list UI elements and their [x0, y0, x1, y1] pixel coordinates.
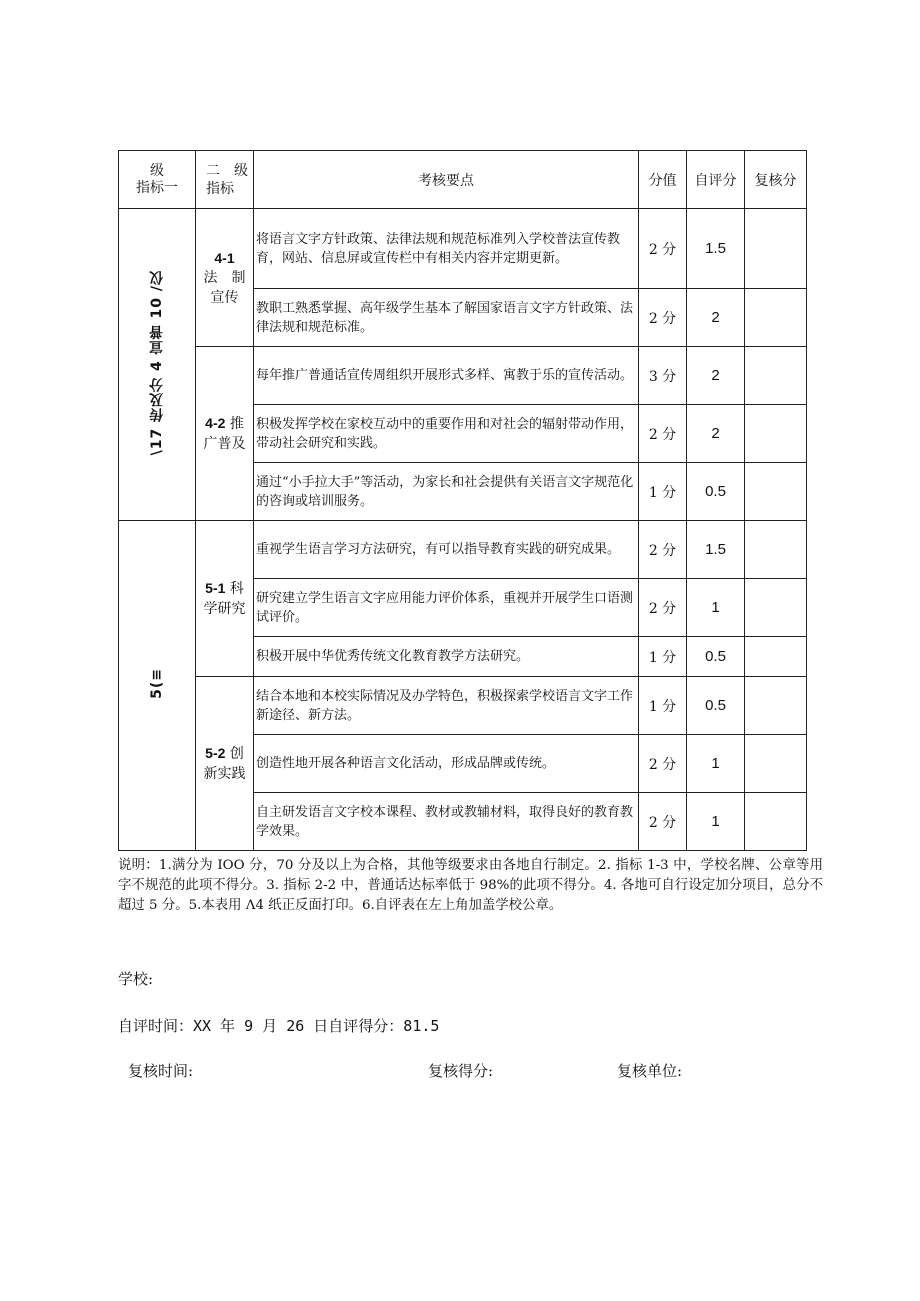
score-cell: 3 分 — [639, 347, 687, 405]
review-time-label: 复核时间: — [128, 1062, 194, 1080]
score-cell: 2 分 — [639, 521, 687, 579]
header-level2-top: 二 级 — [206, 162, 248, 179]
table-header-row — [119, 151, 807, 209]
self-eval-line: 自评时间：XX 年 9 月 26 日自评得分：81.5 — [118, 1017, 440, 1035]
self-score-cell: 1.5 — [687, 521, 745, 579]
review-score-cell — [745, 289, 807, 347]
review-score-label: 复核得分: — [428, 1062, 494, 1080]
level2-cell — [196, 521, 254, 677]
score-cell: 2 分 — [639, 793, 687, 851]
score-cell: 2 分 — [639, 209, 687, 289]
level2-cell — [196, 677, 254, 851]
review-score-cell — [745, 521, 807, 579]
header-level1-bottom: 指标一 — [136, 179, 178, 196]
review-score-cell — [745, 463, 807, 521]
score-cell: 2 分 — [639, 579, 687, 637]
review-score-cell — [745, 209, 807, 289]
level2-name: 广普及 — [203, 436, 246, 452]
header-points: 考核要点 — [254, 151, 639, 209]
self-score-cell: 0.5 — [687, 463, 745, 521]
review-score-cell — [745, 793, 807, 851]
point-cell: 研究建立学生语言文字应用能力评价体系，重视并开展学生口语测试评价。 — [254, 579, 639, 637]
self-score-cell: 1 — [687, 579, 745, 637]
explanation-note: 说明：1.满分为 IOO 分，70 分及以上为合格，其他等级要求由各地自行制定。2. 指标 1-3 中，学校名牌、公章等用字不规范的此项不得分。3. 指标 2-2 中，普通话达标率低于 98%的此项不得分。4. 各地可自行设定加分项目，总分不超过 5 分。5.本表用 Λ4 纸正反面打印。6.自评表在左上角加盖学校公章。 — [118, 858, 823, 913]
review-score-cell — [745, 579, 807, 637]
score-cell: 1 分 — [639, 637, 687, 677]
header-level1-top: 级 — [150, 162, 164, 179]
level2-cell — [196, 347, 254, 521]
level2-code: 5-1 — [205, 580, 226, 596]
point-cell: 自主研发语言文字校本课程、教材或教辅材料，取得良好的教育教学效果。 — [254, 793, 639, 851]
self-score-cell: 2 — [687, 405, 745, 463]
score-cell: 2 分 — [639, 289, 687, 347]
level2-name: 创 — [229, 746, 244, 762]
level1-cell — [119, 521, 196, 851]
table-row — [119, 677, 807, 735]
point-cell: 结合本地和本校实际情况及办学特色，积极探索学校语言文字工作新途径、新方法。 — [254, 677, 639, 735]
level2-code: 4-2 — [205, 415, 226, 431]
table-row — [119, 209, 807, 289]
point-cell: 教职工熟悉掌握、高年级学生基本了解国家语言文字方针政策、法律法规和规范标准。 — [254, 289, 639, 347]
review-score-cell — [745, 735, 807, 793]
header-level2 — [196, 151, 254, 209]
self-score-cell: 2 — [687, 289, 745, 347]
level2-cell — [196, 209, 254, 347]
score-cell: 1 分 — [639, 463, 687, 521]
level2-code: 4-1 — [214, 249, 235, 266]
level2-name: 推 — [229, 416, 244, 432]
level2-name: 法 制 — [203, 269, 246, 286]
review-unit-label: 复核单位: — [617, 1062, 683, 1080]
level2-name: 新实践 — [203, 766, 246, 782]
point-cell: 积极发挥学校在家校互动中的重要作用和对社会的辐射带动作用，带动社会研究和实践。 — [254, 405, 639, 463]
point-cell: 将语言文字方针政策、法律法规和规范标准列入学校普法宣传教育，网站、信息屏或宣传栏中有相关内容并定期更新。 — [254, 209, 639, 289]
point-cell: 创造性地开展各种语言文化活动，形成品牌或传统。 — [254, 735, 639, 793]
self-score-cell: 1 — [687, 793, 745, 851]
self-score-cell: 2 — [687, 347, 745, 405]
point-cell: 每年推广普通话宣传周组织开展形式多样、寓教于乐的宣传活动。 — [254, 347, 639, 405]
review-score-cell — [745, 677, 807, 735]
score-cell: 2 分 — [639, 735, 687, 793]
point-cell: 积极开展中华优秀传统文化教育教学方法研究。 — [254, 637, 639, 677]
point-cell: 通过“小手拉大手”等活动，为家长和社会提供有关语言文字规范化的咨询或培训服务。 — [254, 463, 639, 521]
review-score-cell — [745, 405, 807, 463]
self-score-cell: 1.5 — [687, 209, 745, 289]
header-level2-bottom: 指标 — [206, 180, 234, 197]
header-score: 分值 — [639, 151, 687, 209]
header-level1 — [119, 151, 196, 209]
level1-label: 5(≡ — [149, 668, 165, 699]
review-score-cell — [745, 347, 807, 405]
level1-label: \17 传及分 4 宣普 10 /仪 — [149, 269, 165, 456]
level2-name: 宣传 — [210, 289, 239, 306]
table-row — [119, 521, 807, 579]
evaluation-table — [118, 150, 807, 851]
table-row — [119, 347, 807, 405]
score-cell: 1 分 — [639, 677, 687, 735]
self-score-cell: 1 — [687, 735, 745, 793]
school-label: 学校: — [118, 970, 154, 988]
self-score-cell: 0.5 — [687, 677, 745, 735]
review-score-cell — [745, 637, 807, 677]
self-score-cell: 0.5 — [687, 637, 745, 677]
score-cell: 2 分 — [639, 405, 687, 463]
level2-name: 学研究 — [203, 601, 246, 617]
level2-name: 科 — [229, 581, 244, 597]
header-self: 自评分 — [687, 151, 745, 209]
level2-code: 5-2 — [205, 745, 226, 761]
point-cell: 重视学生语言学习方法研究，有可以指导教育实践的研究成果。 — [254, 521, 639, 579]
header-review: 复核分 — [745, 151, 807, 209]
level1-cell — [119, 209, 196, 521]
